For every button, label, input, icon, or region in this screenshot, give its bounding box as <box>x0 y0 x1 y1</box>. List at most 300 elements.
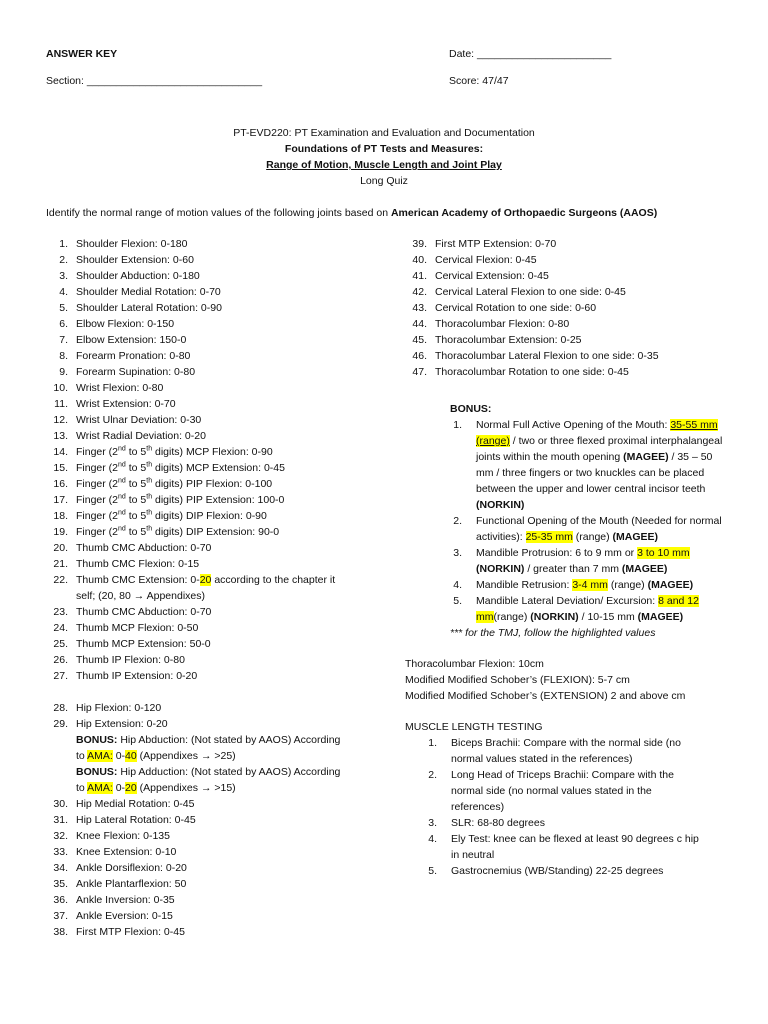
item-number: 1. <box>453 419 462 431</box>
item-text <box>435 332 582 348</box>
item-text <box>76 300 222 316</box>
item-text <box>76 428 206 444</box>
item-text <box>76 332 186 348</box>
item-number: 9. <box>59 366 68 378</box>
item-label: Wrist Radial Deviation: 0-20 <box>76 430 206 442</box>
ordinal-sup: nd <box>118 493 126 501</box>
extra-measures <box>405 656 735 704</box>
source-ref: (NORKIN) <box>476 499 525 511</box>
list-item <box>405 268 735 284</box>
item-number: 29. <box>53 718 68 730</box>
item-text <box>76 572 335 588</box>
item-label: Forearm Supination: 0-80 <box>76 366 196 378</box>
list-item <box>46 908 376 924</box>
item-number: 1. <box>59 238 68 250</box>
finger-prefix: digits) <box>152 446 186 458</box>
item-text <box>76 796 194 812</box>
item-number: 34. <box>53 862 68 874</box>
finger-prefix: to 5 <box>125 478 147 490</box>
item-number: 5. <box>428 865 437 877</box>
item-label: First MTP Flexion: 0-45 <box>76 926 185 938</box>
item-label: Hip Flexion: 0-120 <box>76 702 162 714</box>
list-item <box>46 652 376 668</box>
left-column <box>46 236 376 940</box>
list-item <box>46 812 376 828</box>
finger-prefix: to 5 <box>125 446 147 458</box>
item-number: 3. <box>59 270 68 282</box>
bonus-item-text <box>476 513 726 545</box>
item-number: 8. <box>59 350 68 362</box>
muscle-length-text: Biceps Brachii: Compare with the normal side (no normal values stated in the references) <box>451 737 681 765</box>
item-number: 36. <box>53 894 68 906</box>
rom-list-hip <box>46 700 376 732</box>
item-label: Thumb IP Flexion: 0-80 <box>76 654 185 666</box>
source-ref: (MAGEE) <box>612 531 659 543</box>
item-label: Elbow Extension: 150-0 <box>76 334 187 346</box>
item-text <box>76 524 279 540</box>
item-label: Cervical Flexion: 0-45 <box>435 254 537 266</box>
highlighted-value: AMA: <box>87 782 113 794</box>
item-label: Thumb CMC Abduction: 0-70 <box>76 606 212 618</box>
item-label: Ankle Eversion: 0-15 <box>76 910 173 922</box>
item-text <box>435 316 569 332</box>
list-item <box>46 444 376 460</box>
item-label: PIP Extension: 100-0 <box>185 494 285 506</box>
item-label: DIP Extension: 90-0 <box>185 526 280 538</box>
ordinal-sup: nd <box>118 509 126 517</box>
muscle-length-item <box>405 831 735 863</box>
bonus-text: (Appendixes → >15) <box>136 782 236 794</box>
list-item <box>46 540 376 556</box>
item-text <box>76 380 163 396</box>
list-item <box>46 860 376 876</box>
finger-prefix: digits) <box>152 462 186 474</box>
item-number: 40. <box>412 254 427 266</box>
highlighted-value: 25-35 mm <box>525 531 573 543</box>
item-number: 11. <box>54 398 68 410</box>
bonus-text: 0- <box>112 782 126 794</box>
item-label: Knee Extension: 0-10 <box>76 846 177 858</box>
item-label: Elbow Flexion: 0-150 <box>76 318 175 330</box>
item-text <box>76 364 195 380</box>
list-item <box>46 668 376 684</box>
item-label: Wrist Flexion: 0-80 <box>76 382 164 394</box>
item-label: Thoracolumbar Flexion: 0-80 <box>435 318 570 330</box>
item-number: 44. <box>412 318 427 330</box>
ordinal-sup: nd <box>118 477 126 485</box>
list-item <box>46 892 376 908</box>
bonus-item-text <box>476 593 726 625</box>
item-label: Knee Flexion: 0-135 <box>76 830 170 842</box>
list-item <box>46 700 376 716</box>
list-item <box>405 348 735 364</box>
item-number: 30. <box>53 798 68 810</box>
item-label: MCP Extension: 0-45 <box>185 462 285 474</box>
list-item <box>405 236 735 252</box>
item-label: DIP Flexion: 0-90 <box>185 510 267 522</box>
muscle-length-item <box>405 815 735 831</box>
item-label: Hip Lateral Rotation: 0-45 <box>76 814 196 826</box>
item-text <box>76 412 201 428</box>
item-number: 33. <box>53 846 68 858</box>
ordinal-sup: th <box>146 461 153 469</box>
item-number: 18. <box>53 510 68 522</box>
right-column <box>405 236 735 879</box>
item-number: 10. <box>53 382 68 394</box>
bonus-text: to <box>76 782 88 794</box>
item-number: 21. <box>53 558 68 570</box>
finger-prefix: digits) <box>152 478 186 490</box>
item-label: according to the chapter it <box>211 574 336 586</box>
item-text <box>76 828 170 844</box>
instruction <box>46 205 657 221</box>
bonus-item-text <box>476 545 726 577</box>
date-field: Date: _______________________ <box>449 48 612 60</box>
item-text <box>76 556 199 572</box>
list-item <box>46 284 376 300</box>
list-item <box>46 316 376 332</box>
item-text <box>76 268 200 284</box>
item-text <box>76 876 186 892</box>
bonus-text: Mandible Protrusion: 6 to 9 mm or <box>476 547 638 559</box>
item-text <box>435 268 549 284</box>
item-label: First MTP Extension: 0-70 <box>435 238 557 250</box>
bonus-text: (range) <box>607 579 648 591</box>
item-text <box>76 908 173 924</box>
list-item <box>46 396 376 412</box>
list-item <box>46 508 376 524</box>
finger-prefix: digits) <box>152 494 186 506</box>
list-item <box>46 348 376 364</box>
item-number: 6. <box>59 318 68 330</box>
list-item <box>46 252 376 268</box>
finger-prefix: Finger (2 <box>76 526 119 538</box>
item-label: Thoracolumbar Lateral Flexion to one side: 0-35 <box>435 350 659 362</box>
bonus-text: Mandible Lateral Deviation/ Excursion: <box>476 595 659 607</box>
list-item <box>405 300 735 316</box>
item-number: 42. <box>412 286 427 298</box>
item-number: 3. <box>428 817 437 829</box>
item-label: Shoulder Abduction: 0-180 <box>76 270 200 282</box>
list-item <box>46 636 376 652</box>
list-item <box>46 268 376 284</box>
list-item <box>46 412 376 428</box>
finger-prefix: to 5 <box>125 526 147 538</box>
item-label: Shoulder Medial Rotation: 0-70 <box>76 286 221 298</box>
item-number: 4. <box>428 833 437 845</box>
item-label: Thumb CMC Abduction: 0-70 <box>76 542 212 554</box>
item-number: 5. <box>59 302 68 314</box>
item-number: 41. <box>412 270 427 282</box>
source-ref: (MAGEE) <box>623 451 669 463</box>
list-item <box>46 300 376 316</box>
bonus-text: Functional Opening of the Mouth (Needed for normal activities): <box>476 515 722 543</box>
item-label: Wrist Ulnar Deviation: 0-30 <box>76 414 202 426</box>
item-text <box>76 348 190 364</box>
bonus-text: / 35 – 50 mm / three fingers or two knuckles can be placed between the upper and lower central incisor teeth <box>476 451 713 495</box>
item-number: 12. <box>53 414 68 426</box>
item-number: 35. <box>53 878 68 890</box>
item-text <box>76 444 273 460</box>
highlighted-value: 35-55 mm <box>670 419 718 431</box>
highlighted-value: 20 <box>199 574 212 586</box>
item-text <box>76 892 175 908</box>
bonus-text: (Appendixes → >25) <box>136 750 236 762</box>
item-text <box>76 476 272 492</box>
highlighted-value: (range) <box>476 435 510 447</box>
bonus-tmj-list <box>450 417 735 625</box>
muscle-length-list <box>405 735 735 879</box>
item-number: 28. <box>53 702 68 714</box>
finger-prefix: to 5 <box>125 462 147 474</box>
item-number: 25. <box>53 638 68 650</box>
highlighted-value: 20 <box>125 782 137 794</box>
answer-key-label: ANSWER KEY <box>46 48 118 60</box>
item-number: 38. <box>53 926 68 938</box>
item-number: 2. <box>59 254 68 266</box>
item-number: 22. <box>53 574 68 586</box>
item-text <box>76 812 196 828</box>
list-item <box>46 236 376 252</box>
item-label: Shoulder Flexion: 0-180 <box>76 238 188 250</box>
source-ref: (MAGEE) <box>637 611 684 623</box>
item-text <box>435 236 556 252</box>
rom-list-lower <box>46 796 376 940</box>
item-label: Hip Medial Rotation: 0-45 <box>76 798 195 810</box>
list-item <box>405 284 735 300</box>
ordinal-sup: th <box>146 445 153 453</box>
item-label: Shoulder Extension: 0-60 <box>76 254 194 266</box>
bonus-item <box>450 593 735 625</box>
item-number: 39. <box>412 238 427 250</box>
item-label: Cervical Rotation to one side: 0-60 <box>435 302 597 314</box>
item-number: 43. <box>412 302 427 314</box>
item-text <box>76 508 267 524</box>
finger-prefix: Finger (2 <box>76 510 119 522</box>
bonus-text: to <box>76 750 88 762</box>
bonus-item-text <box>476 417 726 513</box>
bonus-heading: BONUS: <box>450 403 492 415</box>
item-number: 4. <box>59 286 68 298</box>
rom-list-left <box>46 236 376 684</box>
quiz-type: Long Quiz <box>360 175 408 187</box>
item-label: Shoulder Lateral Rotation: 0-90 <box>76 302 222 314</box>
bonus-item <box>450 577 735 593</box>
highlighted-value: 8 and 12 mm <box>476 595 699 623</box>
item-text <box>435 348 659 364</box>
bonus-tmj-block <box>405 401 735 641</box>
ordinal-sup: th <box>146 525 153 533</box>
bonus-hip-block <box>46 732 376 796</box>
item-number: 47. <box>412 366 427 378</box>
highlighted-value: AMA: <box>87 750 113 762</box>
finger-prefix: to 5 <box>125 510 147 522</box>
highlighted-value: 3 to 10 mm <box>637 547 690 559</box>
bonus-line <box>46 732 376 748</box>
rom-list-right <box>405 236 735 380</box>
bonus-item <box>450 417 735 513</box>
item-text <box>76 700 161 716</box>
source-ref: (MAGEE) <box>647 579 694 591</box>
item-text <box>76 652 185 668</box>
list-item <box>46 604 376 620</box>
item-text <box>76 460 285 476</box>
ordinal-sup: th <box>146 493 153 501</box>
item-label: Cervical Lateral Flexion to one side: 0-45 <box>435 286 626 298</box>
item-label: Thumb MCP Extension: 50-0 <box>76 638 211 650</box>
item-label: Hip Extension: 0-20 <box>76 718 168 730</box>
bonus-text: (range) <box>572 531 613 543</box>
item-text <box>435 364 629 380</box>
list-item <box>46 620 376 636</box>
finger-prefix: Finger (2 <box>76 446 119 458</box>
list-item <box>405 252 735 268</box>
item-text <box>76 316 174 332</box>
finger-prefix: Finger (2 <box>76 478 119 490</box>
list-item <box>46 924 376 940</box>
muscle-length-item <box>405 863 735 879</box>
item-text <box>76 604 211 620</box>
ordinal-sup: nd <box>118 525 126 533</box>
item-label: Cervical Extension: 0-45 <box>435 270 549 282</box>
bonus-text: Hip Adduction: (Not stated by AAOS) According <box>117 766 341 778</box>
finger-prefix: digits) <box>152 526 186 538</box>
list-item <box>46 828 376 844</box>
muscle-length-text: Long Head of Triceps Brachii: Compare with the normal side (no normal values stated in the references) <box>451 769 674 813</box>
list-item <box>46 876 376 892</box>
instruction-text: Identify the normal range of motion values of the following joints based on <box>46 207 391 219</box>
muscle-length-text: Gastrocnemius (WB/Standing) 22-25 degrees <box>451 865 664 877</box>
list-item-continuation: self; (20, 80 → Appendixes) <box>76 590 205 602</box>
bonus-text: (range) <box>493 611 531 623</box>
item-text <box>435 252 537 268</box>
bonus-label: BONUS: <box>76 734 118 746</box>
list-item <box>46 460 376 476</box>
bonus-text: Hip Abduction: (Not stated by AAOS) According <box>117 734 341 746</box>
list-item <box>46 844 376 860</box>
list-item <box>46 796 376 812</box>
list-item <box>46 572 376 588</box>
item-text <box>435 284 626 300</box>
bonus-text: / 10-15 mm <box>578 611 638 623</box>
item-number: 37. <box>53 910 68 922</box>
item-text <box>76 540 211 556</box>
item-number: 4. <box>453 579 462 591</box>
bonus-text: Mandible Retrusion: <box>476 579 573 591</box>
list-item <box>46 332 376 348</box>
item-text <box>76 236 188 252</box>
item-label: PIP Flexion: 0-100 <box>185 478 273 490</box>
muscle-length-item <box>405 735 735 767</box>
item-number: 31. <box>53 814 68 826</box>
item-number: 2. <box>428 769 437 781</box>
list-item <box>46 716 376 732</box>
list-item <box>46 380 376 396</box>
quiz-topic: Range of Motion, Muscle Length and Joint Play <box>266 159 502 171</box>
list-item <box>46 364 376 380</box>
item-label: Ankle Plantarflexion: 50 <box>76 878 187 890</box>
muscle-length-section <box>405 719 735 879</box>
item-label: Thoracolumbar Extension: 0-25 <box>435 334 582 346</box>
item-number: 26. <box>53 654 68 666</box>
item-text <box>76 860 187 876</box>
list-item <box>46 476 376 492</box>
item-text <box>76 924 185 940</box>
bonus-line <box>46 748 376 764</box>
item-label: Forearm Pronation: 0-80 <box>76 350 191 362</box>
item-number: 32. <box>53 830 68 842</box>
bonus-line <box>46 764 376 780</box>
list-item <box>405 364 735 380</box>
item-label: Thumb CMC Extension: 0- <box>76 574 200 586</box>
quiz-subtitle: Foundations of PT Tests and Measures: <box>284 143 484 155</box>
item-text <box>76 668 197 684</box>
item-number: 27. <box>53 670 68 682</box>
finger-prefix: Finger (2 <box>76 494 119 506</box>
bonus-item-text <box>476 577 726 593</box>
finger-prefix: Finger (2 <box>76 462 119 474</box>
muscle-length-text: SLR: 68-80 degrees <box>451 817 545 829</box>
item-number: 1. <box>428 737 437 749</box>
item-text <box>76 252 194 268</box>
bonus-text: Normal Full Active Opening of the Mouth: <box>476 419 671 431</box>
item-number: 20. <box>53 542 68 554</box>
list-item <box>46 524 376 540</box>
item-label: Wrist Extension: 0-70 <box>76 398 176 410</box>
highlighted-value: 3-4 mm <box>572 579 608 591</box>
ordinal-sup: nd <box>118 445 126 453</box>
section-field: Section: ______________________________ <box>46 75 263 87</box>
list-item <box>405 316 735 332</box>
bonus-item <box>450 545 735 577</box>
source-ref: (MAGEE) <box>621 563 668 575</box>
item-label: MCP Flexion: 0-90 <box>185 446 273 458</box>
item-text <box>76 284 221 300</box>
item-number: 5. <box>453 595 462 607</box>
item-text <box>76 492 284 508</box>
item-number: 3. <box>453 547 462 559</box>
item-text <box>435 300 596 316</box>
item-number: 24. <box>53 622 68 634</box>
instruction-source: American Academy of Orthopaedic Surgeons (AAOS) <box>390 207 658 219</box>
extra-line-3: Modified Modified Schober’s (EXTENSION) 2 and above cm <box>405 690 686 702</box>
ordinal-sup: nd <box>118 461 126 469</box>
list-item <box>46 556 376 572</box>
item-number: 23. <box>53 606 68 618</box>
bonus-text: 0- <box>112 750 126 762</box>
course-title: PT-EVD220: PT Examination and Evaluation and Documentation <box>233 127 535 139</box>
muscle-length-text: Ely Test: knee can be flexed at least 90 degrees c hip in neutral <box>451 833 699 861</box>
bonus-item <box>450 513 735 545</box>
list-item <box>46 492 376 508</box>
item-number: 15. <box>53 462 68 474</box>
score-label: Score: 47/47 <box>449 75 509 87</box>
item-text <box>76 636 211 652</box>
item-number: 14. <box>53 446 68 458</box>
muscle-length-heading: MUSCLE LENGTH TESTING <box>405 721 543 733</box>
bonus-label: BONUS: <box>76 766 118 778</box>
finger-prefix: digits) <box>152 510 186 522</box>
item-label: Thumb IP Extension: 0-20 <box>76 670 198 682</box>
item-number: 46. <box>412 350 427 362</box>
item-text <box>76 620 198 636</box>
bonus-line <box>46 780 376 796</box>
item-text <box>76 844 176 860</box>
source-ref: (NORKIN) <box>530 611 579 623</box>
item-number: 16. <box>53 478 68 490</box>
item-number: 19. <box>53 526 68 538</box>
item-label: Thumb MCP Flexion: 0-50 <box>76 622 199 634</box>
